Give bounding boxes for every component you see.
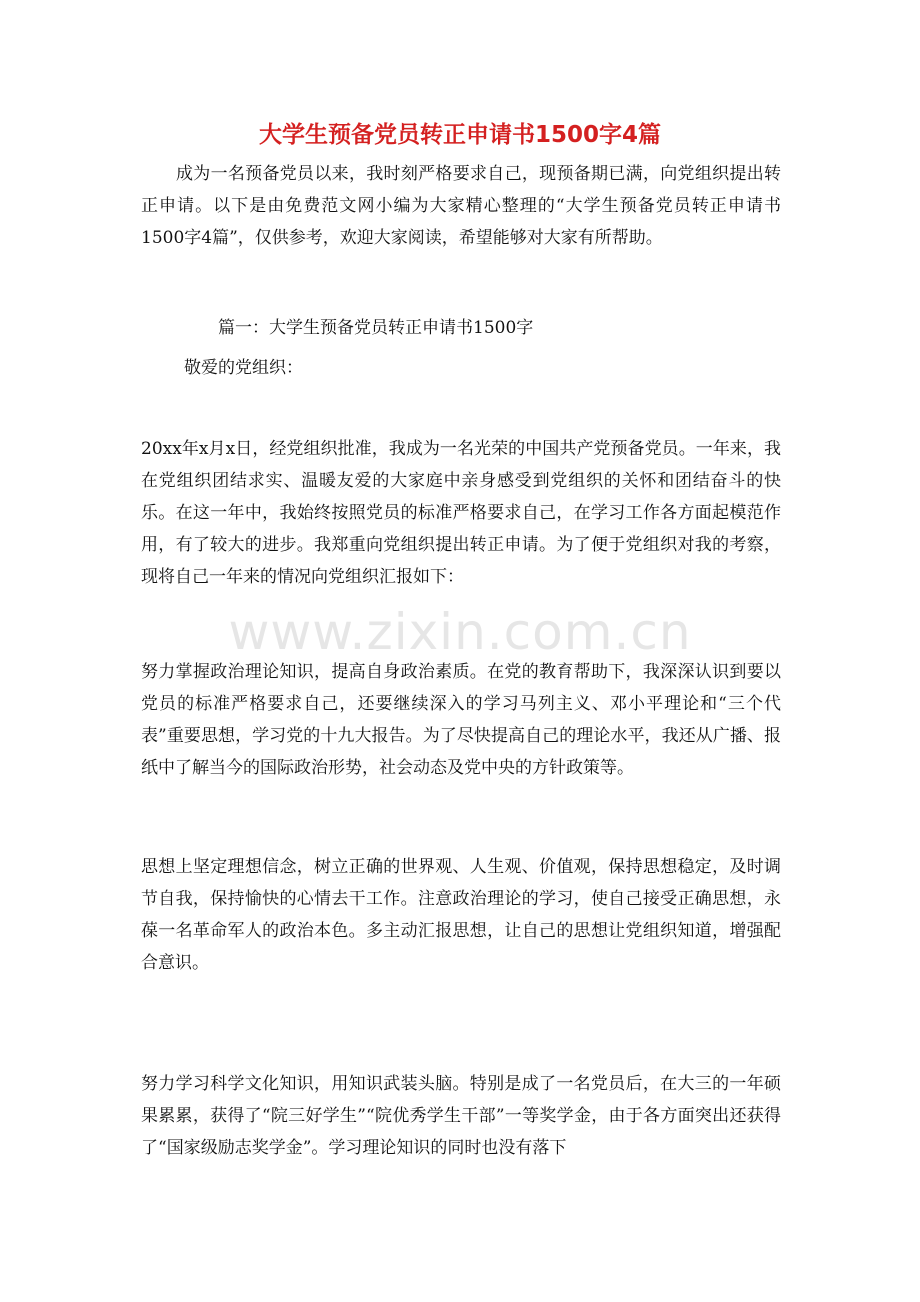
watermark: www.zixin.com.cn	[228, 603, 692, 661]
body-paragraph: 思想上坚定理想信念，树立正确的世界观、人生观、价值观，保持思想稳定，及时调节自我，保持愉快的心情去干工作。注意政治理论的学习，使自己接受正确思想，永葆一名革命军人的政治本色。多主动汇报思想，让自己的思想让党组织知道，增强配合意识。	[141, 857, 781, 973]
section-heading: 篇一：大学生预备党员转正申请书1500字	[218, 318, 534, 338]
body-paragraph: 努力掌握政治理论知识，提高自身政治素质。在党的教育帮助下，我深深认识到要以党员的标准严格要求自己，还要继续深入的学习马列主义、邓小平理论和“三个代表”重要思想，学习党的十九大报告。为了尽快提高自己的理论水平，我还从广播、报纸中了解当今的国际政治形势，社会动态及党中央的方针政策等。	[141, 662, 781, 778]
document-title: 大学生预备党员转正申请书1500字4篇	[258, 122, 662, 148]
salutation: 敬爱的党组织：	[184, 358, 303, 378]
body-paragraph: 努力学习科学文化知识，用知识武装头脑。特别是成了一名党员后，在大三的一年硕果累累，获得了“院三好学生”“院优秀学生干部”一等奖学金，由于各方面突出还获得了“国家级励志奖学金”。学习理论知识的同时也没有落下	[141, 1074, 781, 1158]
body-paragraph: 20xx年x月x日，经党组织批准，我成为一名光荣的中国共产党预备党员。一年来，我在党组织团结求实、温暖友爱的大家庭中亲身感受到党组织的关怀和团结奋斗的快乐。在这一年中，我始终按照党员的标准严格要求自己，在学习工作各方面起模范作用，有了较大的进步。我郑重向党组织提出转正申请。为了便于党组织对我的考察，现将自己一年来的情况向党组织汇报如下：	[141, 439, 781, 587]
intro-paragraph: 成为一名预备党员以来，我时刻严格要求自己，现预备期已满，向党组织提出转正申请。以下是由免费范文网小编为大家精心整理的“大学生预备党员转正申请书1500字4篇”，仅供参考，欢迎大家阅读，希望能够对大家有所帮助。	[141, 164, 781, 248]
